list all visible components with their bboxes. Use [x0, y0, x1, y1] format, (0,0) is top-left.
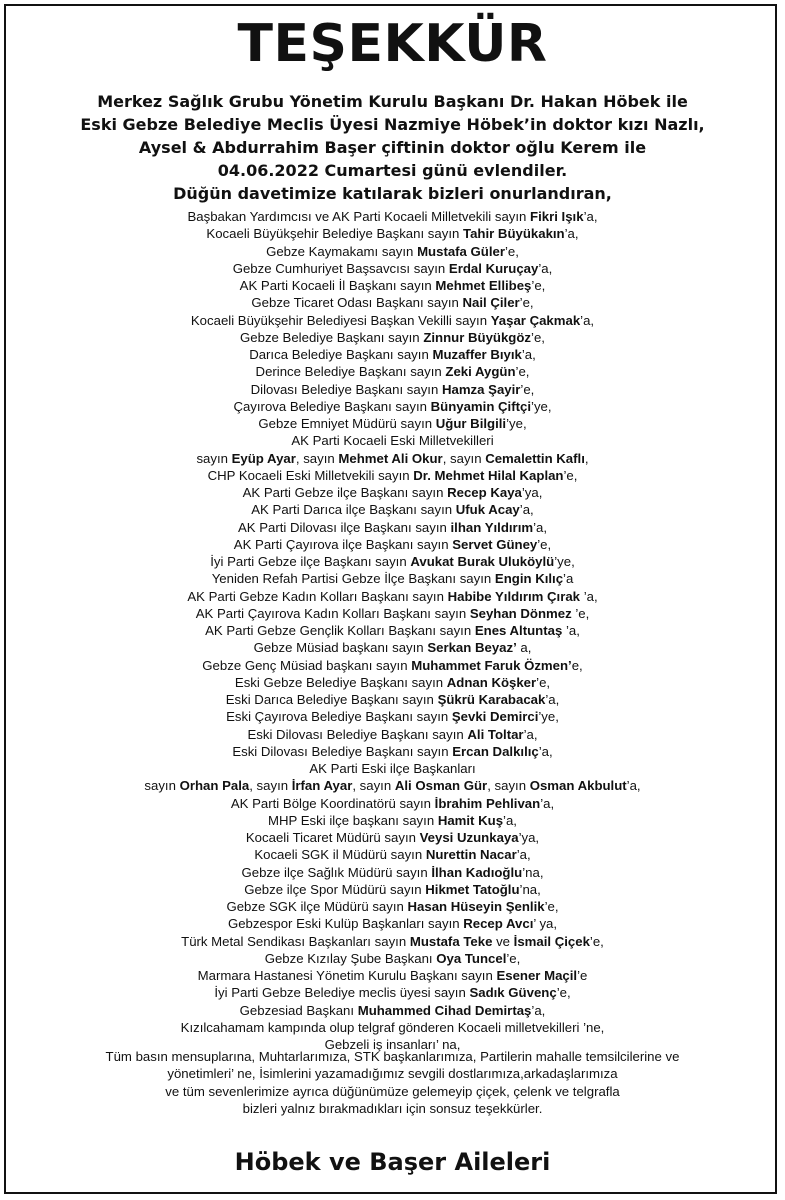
person-name: Mehmet Ali Okur [338, 450, 443, 466]
list-text: ’a [563, 571, 574, 587]
person-name: Dr. Mehmet Hilal Kaplan [413, 467, 564, 483]
person-name: Esener Maçil [496, 968, 578, 983]
person-name: İlhan Kadıoğlu [431, 864, 523, 880]
list-text: , sayın [295, 450, 339, 466]
list-text: ’a, [503, 812, 517, 828]
intro-line: Eski Gebze Belediye Meclis Üyesi Nazmiye Höbek’in doktor kızı Nazlı, [80, 115, 705, 134]
person-name: Bünyamin Çiftçi [430, 398, 532, 414]
person-name: Enes Altuntaş [474, 623, 563, 638]
list-text: ’e, [563, 467, 578, 483]
list-text: Derince Belediye Başkanı sayın [255, 364, 446, 380]
list-text: ’a, [538, 743, 553, 759]
person-name: Zeki Aygün [445, 364, 516, 380]
list-text: ’e [577, 968, 588, 983]
list-item [0, 915, 785, 932]
list-text: ’e, [531, 329, 545, 345]
list-item [0, 346, 785, 363]
person-name: Hamza Şayir [441, 381, 521, 397]
list-text: ’ya, [518, 830, 540, 845]
list-item [0, 829, 785, 846]
person-name: Nail Çiler [462, 295, 520, 311]
person-name: Şevki Demirci [451, 709, 539, 725]
list-text: ’a, [580, 312, 595, 328]
closing-line: ve tüm sevenlerimize ayrıca düğünümüze gelemeyip çiçek, çelenk ve telgrafla [165, 1083, 620, 1099]
person-name: Yaşar Çakmak [490, 312, 581, 328]
list-item [0, 1002, 785, 1019]
list-text: ’e, [571, 605, 590, 621]
list-text: ’e, [556, 985, 571, 1001]
list-text: Gebze Cumhuriyet Başsavcısı sayın [232, 260, 449, 276]
list-text: ’a, [564, 226, 579, 242]
list-text: ’e, [520, 381, 535, 397]
list-text: , [584, 450, 589, 466]
person-name: Adnan Köşker [446, 674, 537, 690]
list-text: Türk Metal Sendikası Başkanları sayın [181, 933, 410, 949]
list-text: AK Parti Çayırova ilçe Başkanı sayın [233, 536, 453, 552]
list-item [0, 708, 785, 725]
person-name: Engin Kılıç [494, 571, 564, 587]
list-text: sayın [144, 778, 180, 794]
list-text: Yeniden Refah Partisi Gebze İlçe Başkanı sayın [211, 571, 495, 587]
closing-line: bizleri yalnız bırakmadıkları için sonsuz teşekkürler. [242, 1100, 543, 1116]
list-text: sayın [196, 450, 232, 466]
list-text: AK Parti Gebze Gençlik Kolları Başkanı sayın [205, 623, 475, 638]
thanks-list [0, 208, 785, 1053]
person-name: Muzaffer Bıyık [432, 347, 522, 362]
list-item [0, 864, 785, 881]
list-text: Eski Dilovası Belediye Başkanı sayın [232, 743, 453, 759]
list-text: Gebze Emniyet Müdürü sayın [258, 416, 436, 431]
list-text: Dilovası Belediye Başkanı sayın [250, 381, 442, 397]
person-name: Muhammed Cihad Demirtaş [357, 1002, 532, 1018]
list-item [0, 760, 785, 777]
list-item [0, 622, 785, 639]
list-item [0, 536, 785, 553]
list-text: ’e, [537, 536, 552, 552]
list-item [0, 846, 785, 863]
list-text: ’a, [545, 692, 560, 707]
person-name: Tahir Büyükakın [463, 226, 565, 242]
list-text: AK Parti Gebze ilçe Başkanı sayın [242, 485, 448, 500]
person-name: Cemalettin Kaflı [485, 450, 585, 466]
list-text: Kocaeli Büyükşehir Belediyesi Başkan Vekilli sayın [190, 312, 491, 328]
list-item [0, 674, 785, 691]
list-item [0, 363, 785, 380]
list-text: Kocaeli Büyükşehir Belediye Başkanı sayın [206, 226, 463, 242]
list-item [0, 398, 785, 415]
list-item [0, 225, 785, 242]
list-text: Eski Dilovası Belediye Başkanı sayın [247, 726, 468, 742]
person-name: Ufuk Acay [455, 502, 520, 518]
person-name: Mustafa Güler [417, 243, 505, 259]
list-text: Çayırova Belediye Başkanı sayın [233, 398, 431, 414]
list-text: Eski Darıca Belediye Başkanı sayın [225, 692, 438, 707]
list-item [0, 984, 785, 1001]
intro-line: Düğün davetimize katılarak bizleri onurlandıran, [173, 184, 612, 203]
list-text: ’ya, [521, 485, 543, 500]
list-text: Eski Çayırova Belediye Başkanı sayın [226, 709, 452, 725]
list-item [0, 605, 785, 622]
list-text: Gebze Genç Müsiad başkanı sayın [202, 657, 412, 673]
list-text: İyi Parti Gebze ilçe Başkanı sayın [210, 554, 411, 569]
person-name: Hamit Kuş [437, 812, 504, 828]
person-name: İbrahim Pehlivan [434, 795, 541, 811]
list-text: ’e, [506, 950, 521, 966]
list-text: ’e, [519, 295, 534, 311]
list-text: İyi Parti Gebze Belediye meclis üyesi sayın [214, 985, 470, 1001]
person-name: Oya Tuncel [436, 950, 507, 966]
list-text: CHP Kocaeli Eski Milletvekili sayın [207, 467, 414, 483]
list-item [0, 967, 785, 984]
list-text: ’a, [580, 588, 598, 604]
list-item [0, 312, 785, 329]
list-text: Kocaeli Ticaret Müdürü sayın [245, 830, 420, 845]
page-title: TEŞEKKÜR [237, 14, 548, 74]
person-name: Mustafa Teke [409, 933, 493, 949]
list-text: Kocaeli SGK il Müdürü sayın [254, 847, 426, 863]
list-text: ’ye, [554, 554, 575, 569]
person-name: Veysi Uzunkaya [419, 830, 519, 845]
person-name: Nurettin Nacar [425, 847, 517, 863]
list-text: Gebze ilçe Spor Müdürü sayın [244, 881, 426, 897]
list-text: ’ye, [506, 416, 527, 431]
person-name: Ali Toltar [467, 726, 524, 742]
list-text: ’na, [519, 881, 541, 897]
list-text: ’a, [533, 519, 548, 535]
list-item [0, 743, 785, 760]
list-text: AK Parti Gebze Kadın Kolları Başkanı sayın [187, 588, 448, 604]
list-item [0, 381, 785, 398]
list-text: ’a, [626, 778, 641, 794]
list-item [0, 898, 785, 915]
person-name: İrfan Ayar [291, 778, 353, 794]
list-text: ’a, [583, 209, 598, 224]
list-text: AK Parti Dilovası ilçe Başkanı sayın [237, 519, 451, 535]
person-name: Hikmet Tatoğlu [425, 881, 520, 897]
person-name: Habibe Yıldırım Çırak [447, 588, 581, 604]
person-name: Şükrü Karabacak [437, 692, 546, 707]
person-name: Eyüp Ayar [231, 450, 296, 466]
list-item [0, 415, 785, 432]
list-text: ’a, [562, 623, 580, 638]
list-text: AK Parti Bölge Koordinatörü sayın [230, 795, 435, 811]
closing-line: Tüm basın mensuplarına, Muhtarlarımıza, STK başkanlarımıza, Partilerin mahalle temsilcilerine ve [105, 1049, 680, 1064]
list-text: , sayın [249, 778, 292, 794]
person-name: Serkan Beyaz’ [427, 640, 517, 656]
list-item [0, 294, 785, 311]
list-text: ’na, [522, 864, 544, 880]
list-item [0, 588, 785, 605]
person-name: Hasan Hüseyin Şenlik [407, 899, 545, 914]
list-text: ’ye, [538, 709, 559, 725]
person-name: Ali Osman Gür [394, 778, 488, 794]
list-item [0, 726, 785, 743]
closing-line: yönetimleri’ ne, İsimlerini yazamadığımız sevgili dostlarımıza,arkadaşlarımıza [167, 1066, 618, 1082]
list-text: Gebze Müsiad başkanı sayın [253, 640, 428, 656]
person-name: İsmail Çiçek [513, 933, 590, 949]
intro-line: Merkez Sağlık Grubu Yönetim Kurulu Başkanı Dr. Hakan Höbek ile [97, 92, 688, 111]
list-text: Gebzeli iş insanları’ na, [324, 1037, 461, 1052]
list-item [0, 432, 785, 449]
list-text: Gebze SGK ilçe Müdürü sayın [226, 899, 408, 914]
list-text: ’e, [536, 674, 551, 690]
list-item [0, 812, 785, 829]
list-text: AK Parti Darıca ilçe Başkanı sayın [251, 502, 456, 518]
list-text: ’a, [521, 347, 536, 362]
list-item [0, 553, 785, 570]
person-name: Muhammet Faruk Özmen’ [411, 657, 572, 673]
person-name: Recep Avcı [463, 916, 534, 932]
list-item [0, 208, 785, 225]
list-text: ’ ya, [533, 916, 558, 932]
list-item [0, 691, 785, 708]
intro-line: Aysel & Abdurrahim Başer çiftinin doktor oğlu Kerem ile [138, 138, 647, 157]
list-text: Gebze ilçe Sağlık Müdürü sayın [241, 864, 432, 880]
list-text: Marmara Hastanesi Yönetim Kurulu Başkanı sayın [197, 968, 497, 983]
list-item [0, 950, 785, 967]
list-text: AK Parti Çayırova Kadın Kolları Başkanı sayın [195, 605, 470, 621]
list-text: ’a, [516, 847, 531, 863]
list-text: ’a, [523, 726, 538, 742]
list-text: ’e, [531, 278, 546, 293]
list-item [0, 450, 785, 467]
list-text: AK Parti Kocaeli İl Başkanı sayın [239, 278, 436, 293]
list-text: MHP Eski ilçe başkanı sayın [268, 812, 438, 828]
person-name: Fikri Işık [530, 209, 584, 224]
list-item [0, 657, 785, 674]
person-name: Avukat Burak Uluköylü [410, 554, 555, 569]
list-text: Eski Gebze Belediye Başkanı sayın [234, 674, 447, 690]
list-text: Gebze Belediye Başkanı sayın [240, 329, 424, 345]
person-name: Ercan Dalkılıç [452, 743, 539, 759]
list-text: a, [516, 640, 532, 656]
list-item [0, 484, 785, 501]
person-name: Orhan Pala [179, 778, 250, 794]
signature: Höbek ve Başer Aileleri [234, 1148, 551, 1176]
list-text: ’a, [540, 795, 555, 811]
list-text: Gebze Kızılay Şube Başkanı [264, 950, 437, 966]
list-text: ’e, [589, 933, 604, 949]
list-text: Darıca Belediye Başkanı sayın [249, 347, 433, 362]
list-text: Gebzespor Eski Kulüp Başkanları sayın [227, 916, 464, 932]
list-item [0, 260, 785, 277]
person-name: Erdal Kuruçay [448, 260, 539, 276]
list-text: , sayın [352, 778, 395, 794]
list-text: ’ye, [531, 398, 552, 414]
list-text: , sayın [442, 450, 486, 466]
list-text: ’e, [544, 899, 559, 914]
list-text: ’a, [538, 260, 553, 276]
list-text: AK Parti Eski ilçe Başkanları [309, 761, 476, 776]
list-text: Gebze Ticaret Odası Başkanı sayın [251, 295, 463, 311]
person-name: Zinnur Büyükgöz [423, 329, 532, 345]
list-text: ’a, [531, 1002, 546, 1018]
person-name: Uğur Bilgili [435, 416, 507, 431]
list-item [0, 277, 785, 294]
person-name: ilhan Yıldırım [450, 519, 534, 535]
list-text: ’e, [505, 243, 519, 259]
list-item [0, 1019, 785, 1036]
list-text: e, [571, 657, 583, 673]
person-name: Recep Kaya [447, 485, 522, 500]
list-item [0, 570, 785, 587]
list-text: Gebzesiad Başkanı [239, 1002, 358, 1018]
list-item [0, 329, 785, 346]
list-text: Gebze Kaymakamı sayın [266, 243, 418, 259]
list-text: , sayın [487, 778, 530, 794]
list-item [0, 933, 785, 950]
list-item [0, 501, 785, 518]
person-name: Osman Akbulut [529, 778, 627, 794]
intro-paragraph [0, 90, 785, 205]
intro-line: 04.06.2022 Cumartesi günü evlendiler. [217, 161, 568, 180]
list-text: ’a, [519, 502, 534, 518]
list-text: Kızılcahamam kampında olup telgraf gönderen Kocaeli milletvekilleri ’ne, [180, 1019, 605, 1035]
closing-paragraph [0, 1048, 785, 1117]
list-text: ve [492, 933, 514, 949]
list-item [0, 881, 785, 898]
list-item [0, 519, 785, 536]
person-name: Seyhan Dönmez [469, 605, 572, 621]
list-item [0, 467, 785, 484]
list-item [0, 639, 785, 656]
list-item [0, 795, 785, 812]
person-name: Sadık Güvenç [469, 985, 557, 1001]
person-name: Servet Güney [452, 536, 538, 552]
person-name: Mehmet Ellibeş [435, 278, 532, 293]
list-item [0, 777, 785, 794]
list-text: Başbakan Yardımcısı ve AK Parti Kocaeli Milletvekili sayın [187, 209, 531, 224]
list-text: ’e, [515, 364, 530, 380]
list-item [0, 243, 785, 260]
list-text: AK Parti Kocaeli Eski Milletvekilleri [291, 433, 494, 449]
